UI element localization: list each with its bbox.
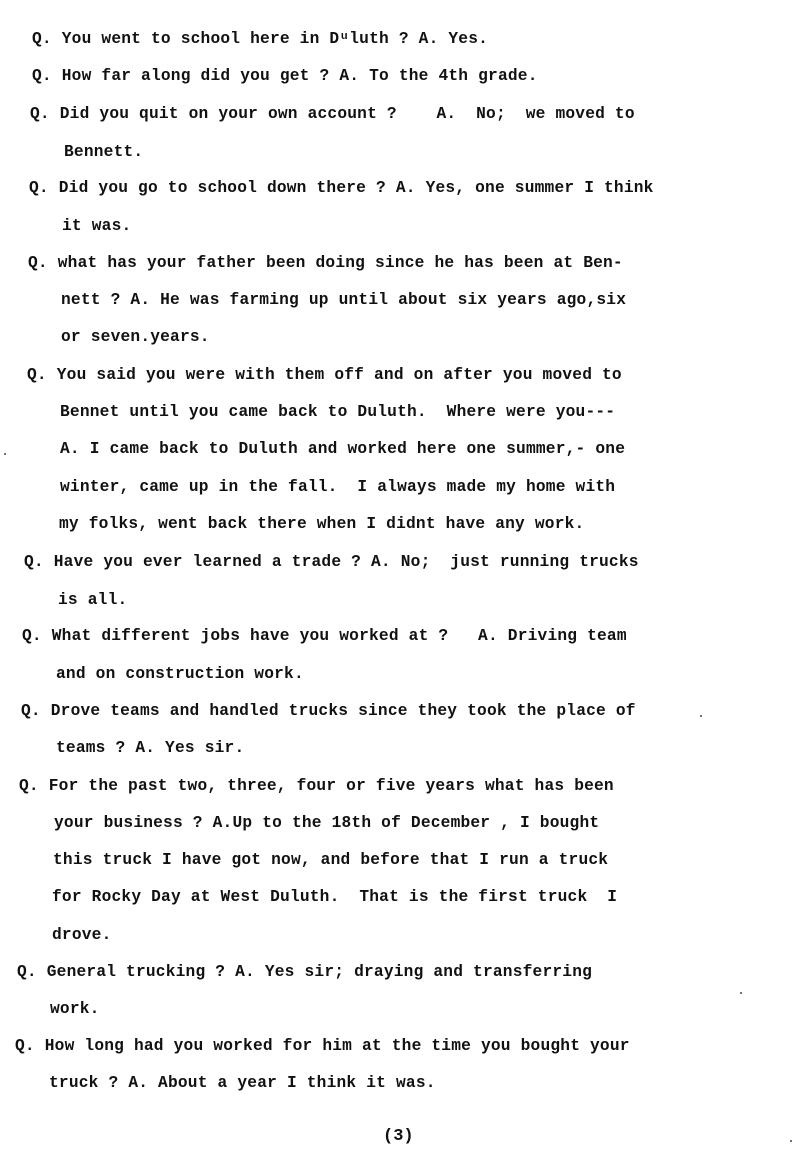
transcript-line: truck ? A. About a year I think it was. [49,1074,436,1092]
transcript-line: teams ? A. Yes sir. [56,739,245,757]
transcript-line: your business ? A.Up to the 18th of December , I bought [54,814,600,832]
transcript-line: Q. Drove teams and handled trucks since they took the place of [21,702,636,720]
transcript-line: nett ? A. He was farming up until about six years ago,six [61,291,627,309]
transcript-line: Q. How long had you worked for him at the time you bought your [15,1037,630,1055]
scan-speck [700,715,702,717]
transcript-line: Bennet until you came back to Duluth. Where were you--- [60,403,616,421]
transcript-line: Q. How far along did you get ? A. To the 4th grade. [32,67,538,85]
transcript-line: Bennett. [64,143,144,161]
transcript-line: my folks, went back there when I didnt have any work. [59,515,585,533]
transcript-line: or seven.years. [61,328,210,346]
page-number: (3) [383,1127,414,1146]
transcript-line: winter, came up in the fall. I always made my home with [60,478,616,496]
scan-speck [790,1140,792,1142]
transcript-line: Q. What different jobs have you worked at ? A. Driving team [22,627,627,645]
transcript-line: is all. [58,591,128,609]
transcript-line: this truck I have got now, and before that I run a truck [53,851,609,869]
transcript-line: work. [50,1000,100,1018]
transcript-line: for Rocky Day at West Duluth. That is the first truck I [52,888,618,906]
transcript-line: Q. General trucking ? A. Yes sir; draying and transferring [17,963,593,981]
scan-speck [4,453,6,455]
transcript-line: Q. You said you were with them off and on after you moved to [27,366,622,384]
transcript-line: A. I came back to Duluth and worked here one summer,- one [60,440,626,458]
transcript-line: Q. You went to school here in Dᵘluth ? A. Yes. [32,30,489,48]
transcript-line: Q. For the past two, three, four or five years what has been [19,777,614,795]
transcript-line: Q. Have you ever learned a trade ? A. No; just running trucks [24,553,639,571]
scan-speck [740,992,742,994]
transcript-line: and on construction work. [56,665,304,683]
transcript-line: Q. Did you quit on your own account ? A. No; we moved to [30,105,635,123]
transcript-line: it was. [62,217,132,235]
transcript-line: Q. Did you go to school down there ? A. Yes, one summer I think [29,179,654,197]
transcript-line: drove. [52,926,112,944]
transcript-line: Q. what has your father been doing since he has been at Ben- [28,254,623,272]
